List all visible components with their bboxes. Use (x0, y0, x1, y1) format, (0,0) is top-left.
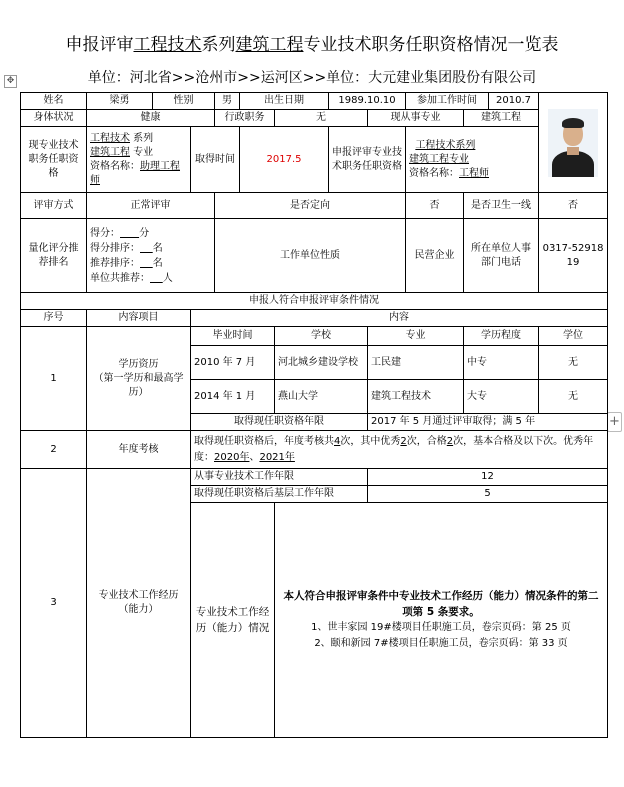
admin-label: 行政职务 (215, 110, 275, 127)
ranking-details: 得分： 分 得分排序： 名 推荐排序： 名 单位共推荐： 人 (87, 219, 215, 293)
directional-label: 是否定向 (215, 193, 406, 219)
page-title: 申报评审工程技术系列建筑工程专业技术职务任职资格情况一览表 (65, 35, 559, 55)
edu-header-level: 学历程度 (464, 327, 539, 346)
frontline-label: 是否卫生一线 (464, 193, 539, 219)
table-move-handle-icon[interactable]: ✥ (4, 75, 17, 88)
hr-phone-label: 所在单位人事部门电话 (464, 219, 539, 293)
row1-seq: 1 (21, 327, 87, 431)
edu-entry-level: 中专 (464, 346, 539, 380)
tech-years-label: 从事专业技术工作年限 (191, 469, 368, 486)
row1-item: 学历资历 （第一学历和最高学历） (87, 327, 191, 431)
health-value: 健康 (87, 110, 215, 127)
row3-seq: 3 (21, 469, 87, 738)
ranking-label: 量化评分推荐排名 (21, 219, 87, 293)
edu-entry-school: 燕山大学 (275, 380, 368, 414)
qual-years-label: 取得现任职资格年限 (191, 414, 368, 431)
edu-entry-time: 2010 年 7 月 (191, 346, 275, 380)
current-major-label: 现从事专业 (368, 110, 464, 127)
edu-header-school: 学校 (275, 327, 368, 346)
experience-item: 2、颐和新园 7#楼项目任职施工员，卷宗页码：第 33 页 (314, 638, 568, 649)
name-label: 姓名 (21, 93, 87, 110)
apply-qual-label: 申报评审专业技术职务任职资格 (329, 127, 406, 193)
conditions-section-title: 申报人符合申报评审条件情况 (21, 293, 608, 310)
grassroots-years-value: 5 (368, 486, 608, 503)
edu-entry-school: 河北城乡建设学校 (275, 346, 368, 380)
edu-header-time: 毕业时间 (191, 327, 275, 346)
experience-item: 1、世丰家园 19#楼项目任职施工员，卷宗页码：第 25 页 (311, 622, 571, 633)
work-start-label: 参加工作时间 (406, 93, 489, 110)
row3-item: 专业技术工作经历（能力） (87, 469, 191, 738)
review-method-label: 评审方式 (21, 193, 87, 219)
name-value: 梁勇 (87, 93, 153, 110)
frontline-value: 否 (539, 193, 608, 219)
edu-entry-major: 建筑工程技术 (368, 380, 464, 414)
experience-detail-content: 本人符合申报评审条件中专业技术工作经历（能力）情况条件的第二项第 5 条要求。 1、世丰家园 19#楼项目任职施工员，卷宗页码：第 25 页 2、颐和新园 7#楼项目任职施工员，卷宗页码：第 33 页 (275, 503, 608, 738)
birth-value: 1989.10.10 (329, 93, 406, 110)
work-start-value: 2010.7 (489, 93, 539, 110)
applicant-photo (548, 109, 598, 177)
experience-detail-label: 专业技术工作经历（能力）情况 (191, 503, 275, 738)
directional-value: 否 (406, 193, 464, 219)
edu-entry-degree: 无 (539, 380, 608, 414)
page-subtitle: 单位：河北省>>沧州市>>运河区>>单位：大元建业集团股份有限公司 (87, 70, 537, 86)
add-column-icon[interactable]: + (607, 412, 622, 432)
edu-entry-time: 2014 年 1 月 (191, 380, 275, 414)
row2-item: 年度考核 (87, 431, 191, 469)
hr-phone-value: 0317-5291819 (539, 219, 608, 293)
current-qual-label: 现专业技术职务任职资格 (21, 127, 87, 193)
item-header: 内容项目 (87, 310, 191, 327)
qualification-table (20, 92, 608, 738)
edu-entry-major: 工民建 (368, 346, 464, 380)
unit-nature-label: 工作单位性质 (215, 219, 406, 293)
content-header: 内容 (191, 310, 608, 327)
seq-header: 序号 (21, 310, 87, 327)
edu-entry-degree: 无 (539, 346, 608, 380)
unit-nature-value: 民营企业 (406, 219, 464, 293)
qual-years-value: 2017 年 5 月通过评审取得；满 5 年 (368, 414, 608, 431)
tech-years-value: 12 (368, 469, 608, 486)
edu-entry-level: 大专 (464, 380, 539, 414)
current-qual-value: 工程技术 系列 建筑工程 专业 资格名称：助理工程师 (87, 127, 191, 193)
grassroots-years-label: 取得现任职资格后基层工作年限 (191, 486, 368, 503)
admin-value: 无 (275, 110, 368, 127)
health-label: 身体状况 (21, 110, 87, 127)
obtain-time-label: 取得时间 (191, 127, 240, 193)
birth-label: 出生日期 (240, 93, 329, 110)
edu-header-major: 专业 (368, 327, 464, 346)
apply-qual-value: 工程技术系列 建筑工程专业 资格名称：工程师 (406, 127, 539, 193)
gender-label: 性别 (153, 93, 215, 110)
gender-value: 男 (215, 93, 240, 110)
row2-seq: 2 (21, 431, 87, 469)
review-method-value: 正常评审 (87, 193, 215, 219)
obtain-time-value: 2017.5 (240, 127, 329, 193)
photo-cell (539, 93, 608, 193)
current-major-value: 建筑工程 (464, 110, 539, 127)
edu-header-degree: 学位 (539, 327, 608, 346)
annual-review-content: 取得现任职资格后，年度考核共4次，其中优秀2次，合格2次，基本合格及以下次。优秀年度：2020年、2021年 (191, 431, 608, 469)
